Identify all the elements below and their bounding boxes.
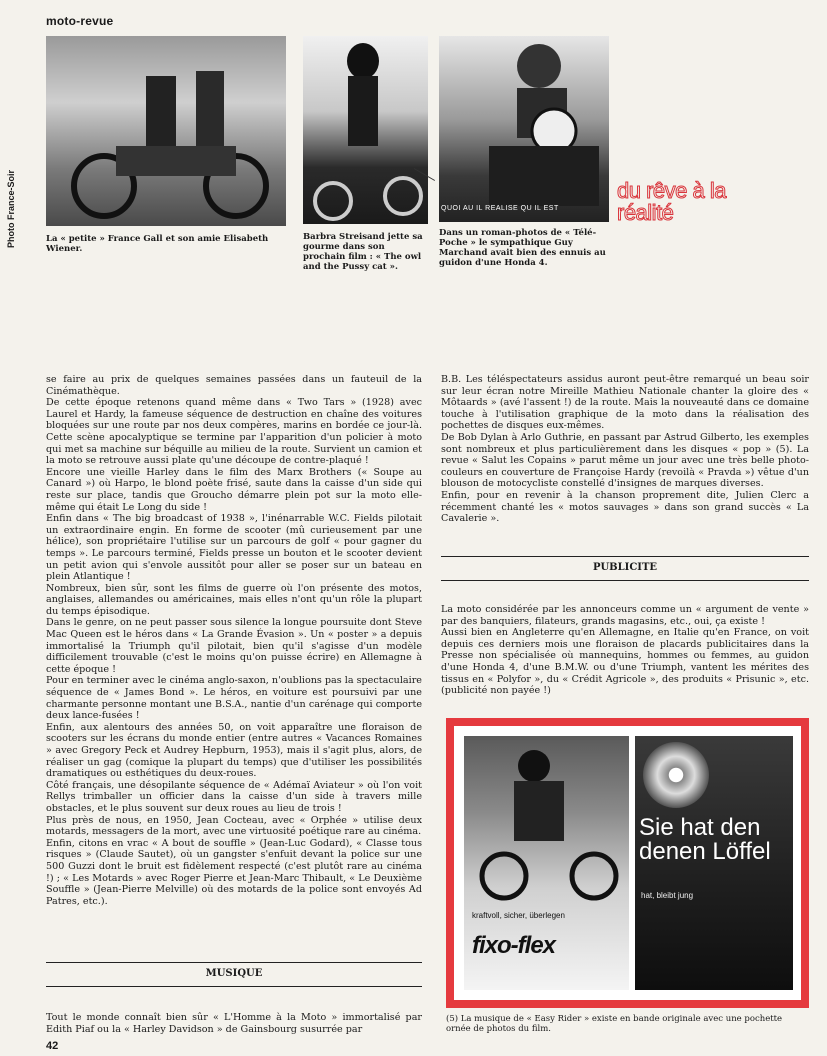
photo-guy-marchand bbox=[439, 36, 609, 222]
footnote: (5) La musique de « Easy Rider » existe en bande originale avec une pochette ornée de photos du film. bbox=[446, 1014, 783, 1034]
paragraph: Enfin, pour en revenir à la chanson proprement dite, Julien Clerc a récemment chanté les « motos sauvages » dans son grand succès « La Cavalerie ». bbox=[441, 489, 809, 525]
flower-icon bbox=[643, 742, 709, 808]
paragraph: B.B. Les téléspectateurs assidus auront peut-être remarqué un beau soir sur leur écran notre Mireille Mathieu Nationale chanter la gloire des « Môtaards » (avé l'assent !) de la route. Mais la nouveauté dans ce domaine touche à l'utilisation graphique de la moto dans la réalisation des pochettes de disques eux-mêmes. bbox=[441, 374, 809, 432]
paragraph: se faire au prix de quelques semaines passées dans un fauteuil de la Cinémathèque. bbox=[46, 374, 422, 397]
left-column bbox=[46, 374, 422, 907]
musique-rule-top bbox=[46, 962, 422, 963]
photo-caption-3: Dans un roman-photos de « Télé-Poche » le sympathique Guy Marchand avait bien des ennuis au guidon d'une Honda 4. bbox=[439, 228, 606, 268]
ad-left-tagline: kraftvoll, sicher, überlegen bbox=[472, 911, 565, 920]
paragraph: De cette époque retenons quand même dans « Two Tars » (1928) avec Laurel et Hardy, la fameuse séquence de destruction en chaîne des voitures bloquées sur une route par nos deux compères, marins en bordée ce jour-là. Cette scène apocalyptique se termine par l'apparition d'un policier à moto qui met sa machine sur béquille au milieu de la route. Survient un camion et la moto se retrouve aussi plate qu'une découpe de contre-plaqué ! bbox=[46, 397, 422, 467]
photo-caption-1: La « petite » France Gall et son amie Elisabeth Wiener. bbox=[46, 234, 269, 254]
publicite-rule-bottom bbox=[441, 580, 809, 581]
musique-text bbox=[46, 1012, 422, 1035]
publicite-heading: PUBLICITE bbox=[592, 562, 658, 573]
ad-right-subline: hat, bleibt jung bbox=[641, 891, 694, 900]
paragraph: Encore une vieille Harley dans le film des Marx Brothers (« Soupe au Canard ») où Harpo, le blond poète frisé, saute dans la caisse d'un side qui reste sur place, tandis que Groucho démarre plein pot sur la moto elle-même qui était Le Long du side ! bbox=[46, 466, 422, 513]
photo-barbra-streisand bbox=[303, 36, 428, 224]
photo-overlay-text: QUOI AU IL REALISE QU IL EST bbox=[441, 205, 559, 212]
paragraph: Nombreux, bien sûr, sont les films de guerre où l'on présente des motos, anglaises, allemandes ou américaines, mais elles n'ont qu'un rôle la plupart du temps épisodique. bbox=[46, 582, 422, 617]
musique-rule-bottom bbox=[46, 986, 422, 987]
magazine-header: moto-revue bbox=[46, 14, 114, 28]
paragraph: Pour en terminer avec le cinéma anglo-saxon, n'oublions pas la spectaculaire séquence de « James Bond ». Le héros, en voiture est poursuivi par une charmante personne montant une B.S.A., nantie d'un carénage qui comporte deux lance-fusées ! bbox=[46, 675, 422, 722]
ad-fixo-flex bbox=[464, 736, 629, 990]
paragraph: Tout le monde connaît bien sûr « L'Homme à la Moto » immortalisé par Edith Piaf ou la « Harley Davidson » de Gainsbourg susurrée par bbox=[46, 1012, 422, 1035]
paragraph: Enfin, aux alentours des années 50, on voit apparaître une floraison de scooters sur les écrans du monde entier (entre autres « Vacances Romaines » avec Gregory Peck et Audrey Hepburn, 1953), mais il s'agit plus, alors, de réaliser un gag (comique la plupart du temps) que d'utiliser les possibilités dramatiques ou esthétiques du deux-roues. bbox=[46, 721, 422, 780]
paragraph: Côté français, une désopilante séquence de « Adémaï Aviateur » où l'on voit Rellys trimballer un officier dans la caisse d'un side à travers mille obstacles, et le plus souvent sur deux roues au lieu de trois ! bbox=[46, 779, 422, 814]
right-column bbox=[441, 374, 809, 525]
paragraph: La moto considérée par les annonceurs comme un « argument de vente » par des banquiers, filateurs, grands magasins, etc., oui, ça existe ! bbox=[441, 604, 809, 627]
advertisement-frame bbox=[446, 718, 809, 1008]
photo-caption-2: Barbra Streisand jette sa gourme dans son prochain film : « The owl and the Pussy cat ». bbox=[303, 232, 423, 272]
paragraph: Enfin dans « The big broadcast of 1938 », l'inénarrable W.C. Fields pilotait un extraordinaire engin. En forme de scooter (mû curieusement par une hélice), son propriétaire l'utilise sur un parcours de golf « pour gagner du temps ». Le parcours terminé, Fields presse un bouton et le scooter devient un petit avion qui s'envole aussitôt pour aller se poser sur un bateau en plein Atlantique ! bbox=[46, 513, 422, 583]
musique-heading: MUSIQUE bbox=[205, 968, 263, 979]
ad-left-logo: fixo-flex bbox=[472, 932, 556, 959]
paragraph: Aussi bien en Angleterre qu'en Allemagne, en Italie qu'en France, on voit depuis ces derniers mois une floraison de placards publicitaires dans la Presse non spécialisée où mannequins, hommes ou femmes, au guidon d'une Honda 4, d'une B.M.W. ou d'une Triumph, vantent les mérites des tissus en « Polyfor », du « Crédit Agricole », des produits « Prisunic », etc. (publicité non payée !) bbox=[441, 627, 809, 697]
publicite-text bbox=[441, 604, 809, 697]
photo-france-gall bbox=[46, 36, 286, 226]
section-title: du rêve à la réalité bbox=[617, 178, 726, 225]
ad-loffel bbox=[635, 736, 793, 990]
publicite-rule-top bbox=[441, 556, 809, 557]
ad-right-headline: Sie hat den denen Löffel bbox=[639, 814, 771, 865]
paragraph: Dans le genre, on ne peut passer sous silence la longue poursuite dont Steve Mac Queen est le héros dans « La Grande Évasion ». Un « poster » a depuis immortalisé la Triumph qu'il pilotait, bien qu'il s'agisse d'un modèle difficilement trouvable (c'est le moins qu'on puisse écrire) en Allemagne à cette époque ! bbox=[46, 617, 422, 675]
photo-credit: Photo France-Soir bbox=[6, 170, 16, 249]
paragraph: De Bob Dylan à Arlo Guthrie, en passant par Astrud Gilberto, les exemples sont nombreux et plus particulièrement dans les disques « pop » (5). La revue « Salut les Copains » parut même un jour avec une très belle photo-couleurs en couverture de Françoise Hardy (revoilà « Pravda ») vêtue d'un blouson de motocycliste constellé d'insignes de marques diverses. bbox=[441, 431, 809, 490]
page-number: 42 bbox=[46, 1040, 59, 1052]
paragraph: Plus près de nous, en 1950, Jean Cocteau, avec « Orphée » utilise deux motards, messagers de la mort, avec une virtuosité poétique rare au cinéma. bbox=[46, 814, 422, 838]
paragraph: Enfin, citons en vrac « A bout de souffle » (Jean-Luc Godard), « Classe tous risques » (Claude Sautet), où un gangster s'enfuit devant la police sur une 500 Guzzi dont le bruit est fidèlement respecté (c'est plutôt rare au cinéma !) ; « Les Motards » avec Roger Pierre et Jean-Marc Thibault, « Le Deuxième Souffle » (Jean-Pierre Melville) où des motards de la police sont envoyés Ad Patres, etc.). bbox=[46, 837, 422, 907]
